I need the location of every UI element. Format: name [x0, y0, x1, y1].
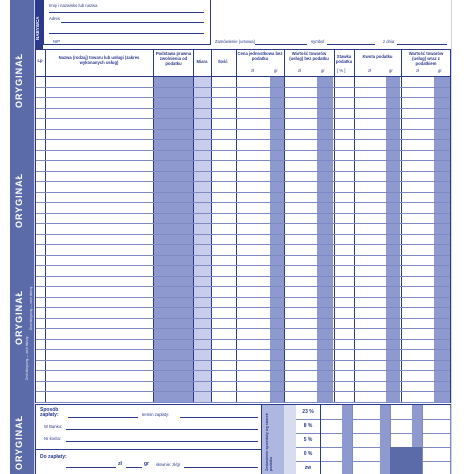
to-pay-gr-line[interactable] [126, 467, 142, 468]
col-gross-value: Wartość towarów (usług) wraz z podatkiem [402, 52, 450, 66]
name-field-label: Imię i nazwisko lub nazwa [49, 3, 98, 8]
payment-box [35, 404, 263, 474]
col-unit-price: Cena jednostkowa bez podatku [237, 51, 283, 61]
col-tax-amount: Kwota podatku [355, 55, 400, 60]
date-label: z dnia [383, 39, 395, 44]
unit-zl: zł [251, 68, 255, 73]
tax-summary-cell[interactable] [320, 405, 343, 419]
address-field-line-2[interactable] [49, 33, 204, 34]
table-row[interactable] [36, 276, 450, 277]
table-row[interactable] [36, 307, 450, 308]
payment-method-line[interactable] [68, 417, 138, 418]
tax-rate-row [296, 447, 450, 462]
table-row[interactable] [36, 339, 450, 340]
tax-summary-cell[interactable] [352, 419, 381, 433]
symbol-label: symbol [311, 39, 325, 44]
tax-summary-cell[interactable] [352, 405, 381, 419]
table-row[interactable] [36, 328, 450, 329]
tax-summary-cell[interactable] [320, 419, 343, 433]
items-table [35, 49, 451, 403]
to-pay-gr: gr [144, 461, 149, 467]
table-row[interactable] [36, 108, 450, 109]
summary-vertical-label: Zestawienie sprzedaży wg stawek podatku [265, 413, 274, 471]
words-label: słownie: zł/gr [156, 462, 181, 467]
unit-gr: gr [321, 68, 325, 73]
table-row[interactable] [36, 150, 450, 151]
table-row[interactable] [36, 171, 450, 172]
col-name: Nazwa (rodzaj) towaru lub usługi (zakres wykonanych usług) [58, 55, 140, 65]
nip-label: NIP [53, 39, 60, 44]
table-row[interactable] [36, 360, 450, 361]
table-row[interactable] [36, 181, 450, 182]
table-row[interactable] [36, 265, 450, 266]
table-row[interactable] [36, 97, 450, 98]
tax-rate-label: 0 % [296, 447, 321, 461]
address-field-label: Adres [49, 16, 60, 21]
date-field-line[interactable] [397, 44, 447, 45]
to-pay-label: Do zapłaty: [40, 454, 67, 460]
tax-summary-cell[interactable] [320, 433, 343, 447]
table-row[interactable] [36, 87, 450, 88]
tax-rate-label: 5 % [296, 433, 321, 447]
col-unit: Miara [193, 60, 211, 65]
symbol-field-line[interactable] [327, 44, 375, 45]
summary-gap [284, 405, 296, 474]
tax-summary-cell[interactable] [422, 447, 451, 461]
unit-gr: gr [389, 68, 393, 73]
table-row[interactable] [36, 286, 450, 287]
bank-line[interactable] [66, 429, 258, 430]
col-net-value: Wartość towarów (usług) bez podatku [285, 52, 333, 62]
tax-summary-cell[interactable] [390, 405, 413, 419]
name-field-line[interactable] [49, 12, 204, 13]
table-row[interactable] [36, 139, 450, 140]
side-fine-print: Druk fabryczny — wzór faktury [29, 286, 33, 330]
table-row[interactable] [36, 255, 450, 256]
table-row[interactable] [36, 118, 450, 119]
table-row[interactable] [36, 202, 450, 203]
invoice-form [34, 0, 452, 474]
tax-rate-row [296, 461, 450, 474]
table-body [36, 76, 450, 402]
account-label: Nr konta: [44, 436, 61, 441]
col-lp: Lp [37, 58, 43, 63]
tax-summary-cell[interactable] [320, 461, 343, 474]
unit-zl: zł [368, 68, 372, 73]
table-row[interactable] [36, 381, 450, 382]
table-row[interactable] [36, 318, 450, 319]
tax-summary-cell[interactable] [390, 419, 413, 433]
side-label-original: ORYGINAŁ [14, 172, 24, 228]
due-date-line[interactable] [180, 417, 258, 418]
to-pay-zl: zł [118, 461, 122, 467]
side-label-original: ORYGINAŁ [14, 52, 24, 108]
unit-gr: gr [438, 68, 442, 73]
table-row[interactable] [36, 402, 450, 403]
unit-percent: [ % ] [337, 68, 346, 73]
payment-method-label: Sposób zapłaty: [40, 407, 59, 418]
tax-rates [296, 405, 450, 474]
summary-label-strip [262, 405, 284, 474]
to-pay-zl-line[interactable] [66, 467, 116, 468]
table-row[interactable] [36, 129, 450, 130]
buyer-label: NABYWCA [35, 16, 40, 40]
col-tax-rate: Stawka podatku [335, 54, 353, 64]
tax-summary-cell[interactable] [390, 447, 413, 461]
table-row[interactable] [36, 234, 450, 235]
account-line[interactable] [66, 441, 258, 442]
side-fine-print: Druk fabryczny — wzór faktury [25, 336, 29, 380]
tax-rate-label: zw [296, 461, 321, 474]
words-line[interactable] [184, 467, 258, 468]
side-label-original: ORYGINAŁ [14, 289, 24, 345]
tax-rate-row [296, 419, 450, 434]
tax-summary-cell[interactable] [390, 433, 413, 447]
buyer-label-strip [35, 0, 43, 50]
tax-summary-cell[interactable] [352, 447, 381, 461]
tax-rate-row [296, 405, 450, 420]
table-row[interactable] [36, 297, 450, 298]
col-legal-basis: Podstawa prawna zwolnienia od podatku [155, 51, 192, 66]
order-field-line[interactable] [255, 44, 307, 45]
table-row[interactable] [36, 244, 450, 245]
tax-summary-cell[interactable] [422, 419, 451, 433]
original-sidebar [10, 0, 34, 474]
unit-zl: zł [416, 68, 420, 73]
table-row[interactable] [36, 160, 450, 161]
tax-summary-cell[interactable] [422, 461, 451, 474]
table-row[interactable] [36, 370, 450, 371]
unit-gr: gr [274, 68, 278, 73]
due-date-label: termin zapłaty: [142, 412, 170, 417]
unit-zl: zł [298, 68, 302, 73]
nip-field-line[interactable] [63, 44, 203, 45]
col-quantity: Ilość [218, 59, 228, 64]
tax-summary-box [261, 404, 451, 474]
tax-rate-label: 23 % [296, 405, 321, 419]
address-field-line[interactable] [61, 22, 204, 23]
tax-summary-cell[interactable] [422, 433, 451, 447]
tax-summary-cell[interactable] [422, 405, 451, 419]
tax-summary-cell[interactable] [352, 433, 381, 447]
units-row [36, 68, 450, 76]
table-row[interactable] [36, 223, 450, 224]
payment-divider [36, 449, 262, 450]
table-row[interactable] [36, 213, 450, 214]
tax-summary-cell[interactable] [390, 461, 413, 474]
bank-label: W Banku: [44, 424, 63, 429]
tax-summary-cell[interactable] [352, 461, 381, 474]
tax-summary-cell[interactable] [320, 447, 343, 461]
side-label-original: ORYGINAŁ [14, 414, 24, 470]
table-row[interactable] [36, 349, 450, 350]
tax-rate-label: 8 % [296, 419, 321, 433]
table-row[interactable] [36, 391, 450, 392]
tax-rate-row [296, 433, 450, 448]
table-row[interactable] [36, 192, 450, 193]
order-label: Zamówienie (umowa) [215, 39, 256, 44]
